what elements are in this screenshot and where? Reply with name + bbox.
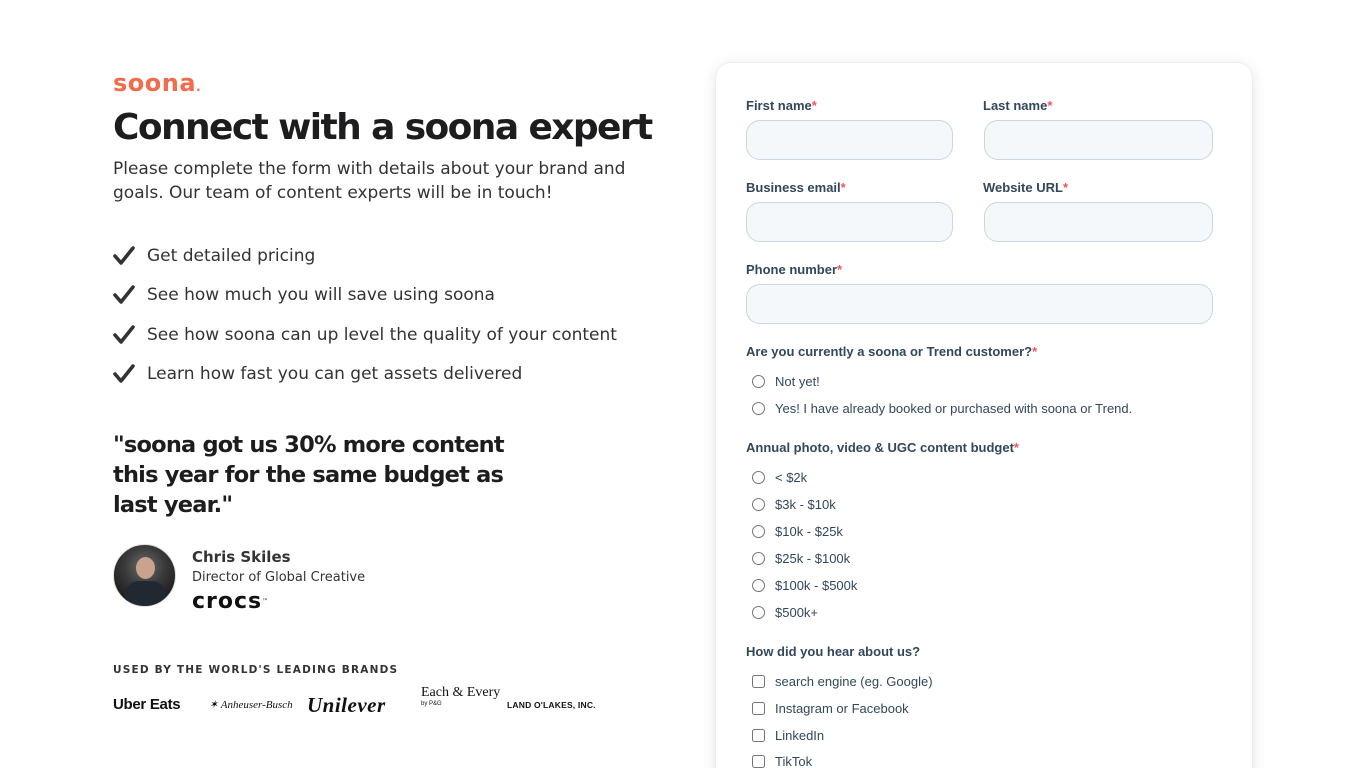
benefit-label: Learn how fast you can get assets delivered	[147, 364, 523, 385]
radio-budget-500k-plus[interactable]	[752, 606, 765, 619]
last-name-label: Last name*	[983, 98, 1053, 113]
brand-logos	[113, 685, 596, 726]
benefit-label: See how soona can up level the quality of your content	[147, 324, 617, 345]
phone-number-input[interactable]	[746, 284, 1213, 324]
first-name-label: First name*	[746, 98, 817, 113]
list-item	[113, 355, 633, 395]
soona-logo[interactable]: soona.	[113, 69, 202, 97]
land-o-lakes-logo: LAND O'LAKES, INC.	[507, 700, 596, 710]
phone-number-label: Phone number*	[746, 262, 843, 277]
brands-heading: USED BY THE WORLD'S LEADING BRANDS	[113, 664, 399, 676]
radio-budget-under-2k[interactable]	[752, 471, 765, 484]
last-name-input[interactable]	[984, 120, 1213, 160]
customer-option[interactable]: Yes! I have already booked or purchased with soona or Trend.	[750, 401, 1132, 416]
website-url-label: Website URL*	[983, 180, 1068, 195]
budget-option[interactable]: $100k - $500k	[750, 578, 857, 593]
author-role: Director of Global Creative	[192, 570, 366, 585]
unilever-logo: Unilever	[307, 693, 386, 717]
avatar	[113, 544, 176, 607]
list-item	[113, 236, 633, 276]
checkmark-icon	[113, 245, 147, 267]
author-name: Chris Skiles	[192, 548, 291, 566]
anheuser-busch-logo: ✶ Anheuser-Busch	[209, 699, 293, 711]
business-email-input[interactable]	[746, 202, 953, 242]
customer-question-label: Are you currently a soona or Trend customer?*	[746, 344, 1038, 359]
benefits-list	[113, 236, 633, 394]
list-item	[113, 315, 633, 355]
radio-not-yet[interactable]	[752, 375, 765, 388]
testimonial-author	[113, 544, 633, 615]
crocs-logo: crocs™	[192, 589, 270, 614]
source-option[interactable]: search engine (eg. Google)	[750, 674, 933, 689]
benefit-label: Get detailed pricing	[147, 245, 316, 266]
radio-budget-25k-100k[interactable]	[752, 552, 765, 565]
testimonial-quote: "soona got us 30% more content this year for the same budget as last year."	[113, 432, 504, 518]
checkbox-linkedin[interactable]	[752, 729, 765, 742]
logo-text: soona	[113, 69, 197, 97]
radio-existing-customer[interactable]	[752, 402, 765, 415]
checkmark-icon	[113, 363, 147, 385]
website-url-input[interactable]	[984, 202, 1213, 242]
checkbox-instagram-facebook[interactable]	[752, 702, 765, 715]
source-option[interactable]: TikTok	[750, 754, 812, 768]
intro-text: Please complete the form with details about your brand and goals. Our team of content experts will be in touch!	[113, 159, 626, 203]
radio-budget-100k-500k[interactable]	[752, 579, 765, 592]
each-and-every-logo: Each & Every by P&G	[421, 685, 501, 707]
source-option[interactable]: Instagram or Facebook	[750, 701, 909, 716]
source-option[interactable]: LinkedIn	[750, 728, 824, 743]
checkbox-tiktok[interactable]	[752, 755, 765, 768]
first-name-input[interactable]	[746, 120, 953, 160]
benefit-label: See how much you will save using soona	[147, 285, 495, 306]
budget-question-label: Annual photo, video & UGC content budget*	[746, 440, 1019, 455]
radio-budget-3k-10k[interactable]	[752, 498, 765, 511]
radio-budget-10k-25k[interactable]	[752, 525, 765, 538]
uber-eats-logo: Uber Eats	[113, 696, 181, 713]
budget-option[interactable]: $10k - $25k	[750, 524, 843, 539]
page-title: Connect with a soona expert	[113, 107, 652, 148]
budget-option[interactable]: $500k+	[750, 605, 818, 620]
business-email-label: Business email*	[746, 180, 846, 195]
budget-option[interactable]: $3k - $10k	[750, 497, 836, 512]
budget-option[interactable]: < $2k	[750, 470, 807, 485]
contact-form	[715, 62, 1253, 768]
budget-option[interactable]: $25k - $100k	[750, 551, 850, 566]
list-item	[113, 276, 633, 316]
customer-option[interactable]: Not yet!	[750, 374, 820, 389]
intro-section	[113, 69, 652, 615]
checkmark-icon	[113, 324, 147, 346]
checkmark-icon	[113, 284, 147, 306]
source-question-label: How did you hear about us?	[746, 644, 921, 659]
checkbox-search-engine[interactable]	[752, 675, 765, 688]
